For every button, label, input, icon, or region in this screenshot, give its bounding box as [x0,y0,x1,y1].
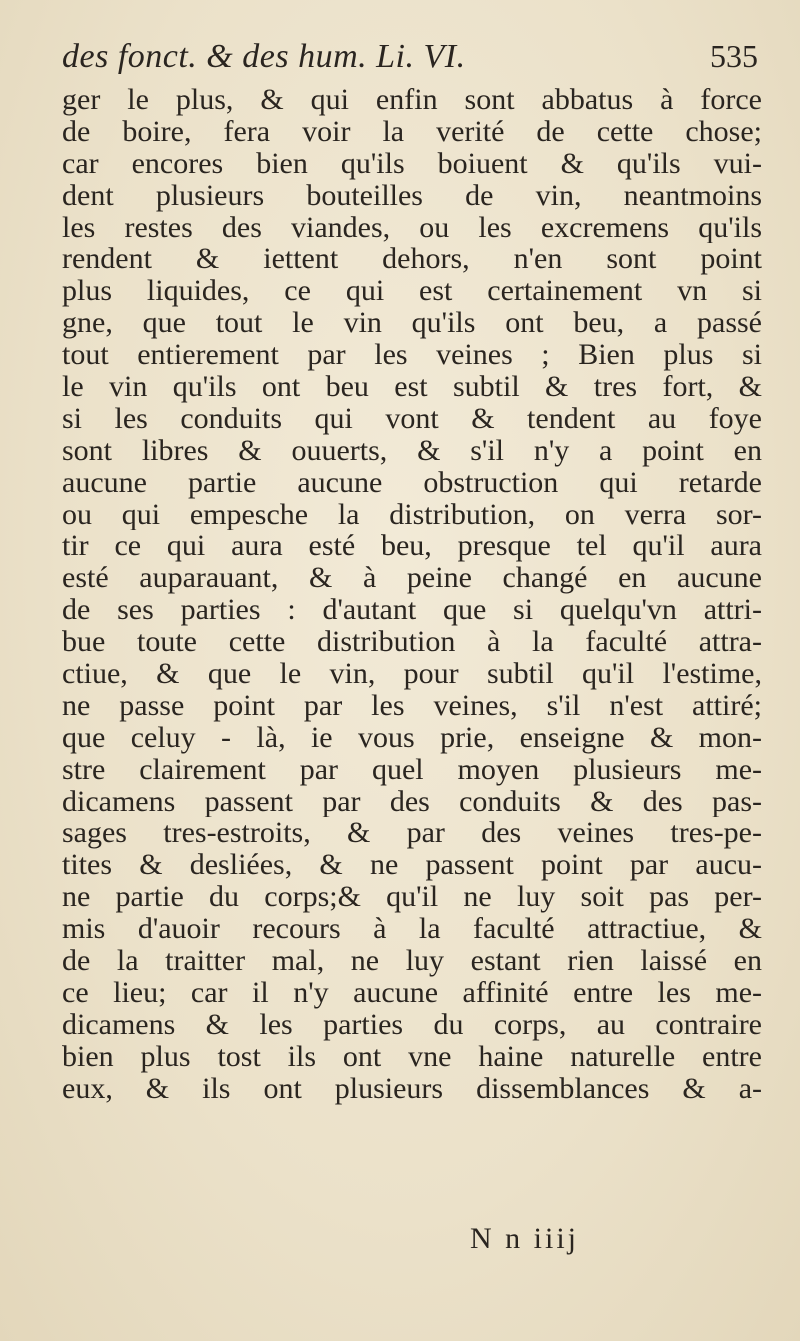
text-line: mis d'auoir recours à la faculté attractiue, & [62,913,762,946]
text-line: tites & desliées, & ne passent point par aucu- [62,849,762,882]
text-line: rendent & iettent dehors, n'en sont point [62,243,762,276]
text-line: aucune partie aucune obstruction qui retarde [62,466,762,499]
text-line: les restes des viandes, ou les excremens qu'ils [62,211,762,244]
text-line: ne partie du corps;& qu'il ne luy soit pas per- [62,881,762,914]
page-number: 535 [710,38,758,74]
text-line: bue toute cette distribution à la faculté attra- [62,626,762,659]
text-line: esté auparauant, & à peine changé en aucune [62,562,762,595]
text-line: stre clairement par quel moyen plusieurs me- [62,753,762,786]
text-line: dicamens passent par des conduits & des pas- [62,785,762,818]
text-line: que celuy - là, ie vous prie, enseigne & mon- [62,721,762,754]
text-line: dicamens & les parties du corps, au contraire [62,1008,762,1041]
text-line: tout entierement par les veines ; Bien plus si [62,339,762,372]
text-line: de ses parties : d'autant que si quelqu'vn attri- [62,594,762,627]
text-line: ne passe point par les veines, s'il n'est attiré; [62,689,762,722]
text-line: bien plus tost ils ont vne haine naturelle entre [62,1040,762,1073]
text-line: tir ce qui aura esté beu, presque tel qu'il aura [62,530,762,563]
page-header [62,38,758,88]
text-line: ou qui empesche la distribution, on verra sor- [62,498,762,531]
body-text [62,84,762,1105]
text-line: ger le plus, & qui enfin sont abbatus à force [62,84,762,116]
text-line: si les conduits qui vont & tendent au foye [62,402,762,435]
text-line: sages tres-estroits, & par des veines tres-pe- [62,817,762,850]
running-title: des fonct. & des hum. Li. VI. [62,38,466,75]
text-line: de boire, fera voir la verité de cette chose; [62,115,762,148]
text-line: le vin qu'ils ont beu est subtil & tres fort, & [62,371,762,403]
text-line: dent plusieurs bouteilles de vin, neantmoins [62,179,762,212]
signature-mark: N n iiij [470,1222,580,1255]
text-line: sont libres & ouuerts, & s'il n'y a point en [62,434,762,467]
text-line: eux, & ils ont plusieurs dissemblances & a- [62,1072,762,1105]
text-line: de la traitter mal, ne luy estant rien laissé en [62,945,762,977]
text-line: ce lieu; car il n'y aucune affinité entre les me- [62,976,762,1009]
text-line: plus liquides, ce qui est certainement vn si [62,275,762,308]
text-line: gne, que tout le vin qu'ils ont beu, a passé [62,307,762,340]
text-line: ctiue, & que le vin, pour subtil qu'il l'estime, [62,658,762,690]
text-line: car encores bien qu'ils boiuent & qu'ils vui- [62,147,762,180]
